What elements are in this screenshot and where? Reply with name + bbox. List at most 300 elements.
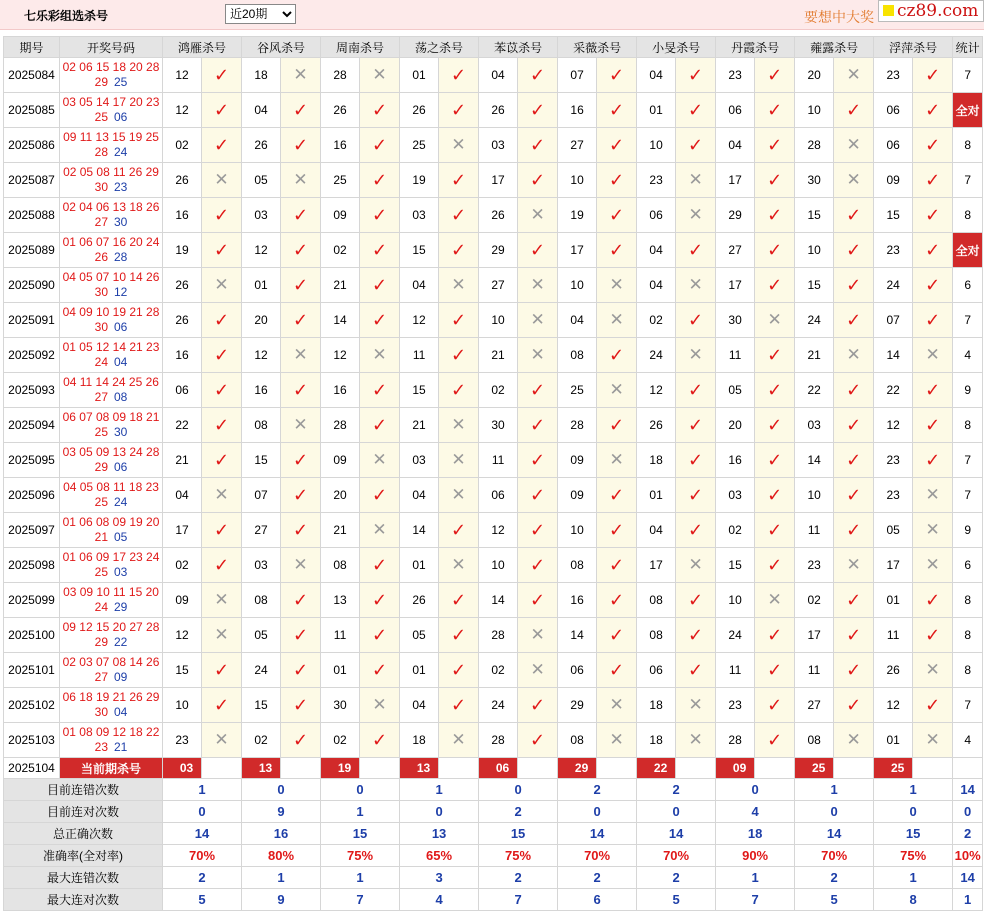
kill-number: 12 — [242, 233, 281, 268]
kill-number: 29 — [558, 688, 597, 723]
check-icon: ✓ — [439, 233, 479, 268]
draw-numbers-main: 03 05 14 17 20 23 — [62, 95, 160, 109]
draw-number: 26 — [94, 250, 108, 264]
check-icon: ✓ — [518, 93, 558, 128]
check-icon: ✓ — [281, 513, 321, 548]
check-icon: ✓ — [202, 128, 242, 163]
check-icon: ✓ — [360, 163, 400, 198]
kill-number: 26 — [163, 268, 202, 303]
kill-number: 10 — [637, 128, 676, 163]
cross-icon: ✕ — [755, 303, 795, 338]
kill-number: 18 — [637, 688, 676, 723]
check-icon: ✓ — [281, 198, 321, 233]
draw-number: 21 — [94, 530, 108, 544]
check-icon: ✓ — [597, 513, 637, 548]
col-expert: 采薇杀号 — [558, 37, 637, 58]
draw-numbers-main: 04 05 07 10 14 26 — [62, 270, 160, 284]
kill-number: 26 — [637, 408, 676, 443]
current-kill-number: 13 — [400, 758, 439, 779]
kill-number: 02 — [716, 513, 755, 548]
summary-value: 2 — [795, 867, 874, 889]
kill-number: 03 — [479, 128, 518, 163]
issue-number: 2025101 — [4, 653, 60, 688]
summary-value: 5 — [163, 889, 242, 911]
kill-number: 08 — [795, 723, 834, 758]
summary-stat: 10% — [953, 845, 983, 867]
row-stat: 8 — [953, 128, 983, 163]
summary-value: 9 — [242, 889, 321, 911]
slogan-text: 要想中大奖 — [804, 9, 874, 25]
check-icon: ✓ — [834, 513, 874, 548]
check-icon: ✓ — [360, 408, 400, 443]
kill-number: 30 — [795, 163, 834, 198]
summary-value: 1 — [874, 779, 953, 801]
col-expert: 小旻杀号 — [637, 37, 716, 58]
cross-icon: ✕ — [834, 548, 874, 583]
special-number: 06 — [114, 460, 128, 474]
kill-number: 10 — [163, 688, 202, 723]
kill-number: 01 — [874, 583, 913, 618]
kill-number: 24 — [874, 268, 913, 303]
kill-number: 04 — [637, 233, 676, 268]
summary-value: 0 — [795, 801, 874, 823]
special-number: 05 — [114, 530, 128, 544]
kill-number: 02 — [479, 653, 518, 688]
check-icon: ✓ — [676, 93, 716, 128]
special-number: 04 — [114, 705, 128, 719]
kill-number: 24 — [479, 688, 518, 723]
summary-value: 1 — [874, 867, 953, 889]
cross-icon: ✕ — [202, 723, 242, 758]
summary-value: 9 — [242, 801, 321, 823]
current-kill-number: 09 — [716, 758, 755, 779]
check-icon: ✓ — [755, 513, 795, 548]
summary-value: 1 — [242, 867, 321, 889]
draw-numbers — [60, 443, 163, 478]
check-icon: ✓ — [518, 513, 558, 548]
issue-number: 2025094 — [4, 408, 60, 443]
check-icon: ✓ — [518, 373, 558, 408]
kill-number: 26 — [321, 93, 360, 128]
check-icon: ✓ — [913, 128, 953, 163]
site-watermark — [878, 0, 984, 22]
check-icon: ✓ — [597, 408, 637, 443]
draw-numbers — [60, 233, 163, 268]
kill-number: 08 — [558, 338, 597, 373]
summary-value: 16 — [242, 823, 321, 845]
kill-number: 03 — [795, 408, 834, 443]
check-icon: ✓ — [202, 548, 242, 583]
summary-value: 0 — [400, 801, 479, 823]
summary-label: 目前连对次数 — [4, 801, 163, 823]
summary-value: 2 — [558, 779, 637, 801]
summary-label: 准确率(全对率) — [4, 845, 163, 867]
table-row — [4, 548, 983, 583]
kill-number: 11 — [795, 513, 834, 548]
kill-number: 12 — [163, 618, 202, 653]
kill-number: 24 — [716, 618, 755, 653]
kill-number: 12 — [321, 338, 360, 373]
draw-numbers-line2 — [60, 670, 162, 685]
draw-numbers-line2 — [60, 705, 162, 720]
draw-numbers-line2 — [60, 145, 162, 160]
check-icon: ✓ — [202, 58, 242, 93]
draw-numbers-line2 — [60, 460, 162, 475]
kill-number: 26 — [479, 93, 518, 128]
kill-number: 10 — [558, 268, 597, 303]
table-row — [4, 58, 983, 93]
check-icon: ✓ — [281, 688, 321, 723]
draw-numbers-line2 — [60, 530, 162, 545]
kill-number: 04 — [400, 478, 439, 513]
check-icon: ✓ — [913, 373, 953, 408]
kill-number: 23 — [874, 233, 913, 268]
cross-icon: ✕ — [834, 163, 874, 198]
check-icon: ✓ — [755, 688, 795, 723]
kill-number: 26 — [400, 93, 439, 128]
draw-numbers-line2 — [60, 110, 162, 125]
all-correct-badge: 全对 — [953, 233, 983, 268]
row-stat: 7 — [953, 58, 983, 93]
cross-icon: ✕ — [676, 688, 716, 723]
kill-number: 04 — [558, 303, 597, 338]
kill-number: 04 — [400, 268, 439, 303]
current-kill-number: 25 — [874, 758, 913, 779]
check-icon: ✓ — [834, 233, 874, 268]
draw-numbers — [60, 128, 163, 163]
kill-number: 04 — [637, 58, 676, 93]
cross-icon: ✕ — [913, 338, 953, 373]
check-icon: ✓ — [913, 198, 953, 233]
check-icon: ✓ — [281, 233, 321, 268]
kill-number: 22 — [874, 373, 913, 408]
cross-icon: ✕ — [518, 653, 558, 688]
kill-number: 11 — [321, 618, 360, 653]
col-expert: 丹霞杀号 — [716, 37, 795, 58]
check-icon: ✓ — [439, 58, 479, 93]
kill-number: 26 — [163, 163, 202, 198]
check-icon: ✓ — [360, 93, 400, 128]
kill-number: 25 — [558, 373, 597, 408]
check-icon: ✓ — [202, 338, 242, 373]
cross-icon: ✕ — [281, 548, 321, 583]
kill-number: 04 — [637, 268, 676, 303]
cross-icon: ✕ — [518, 268, 558, 303]
table-row — [4, 618, 983, 653]
summary-value: 1 — [321, 867, 400, 889]
kill-number: 15 — [874, 198, 913, 233]
summary-value: 5 — [795, 889, 874, 911]
kill-number: 26 — [874, 653, 913, 688]
row-stat: 8 — [953, 198, 983, 233]
summary-row — [4, 779, 983, 801]
row-stat: 7 — [953, 688, 983, 723]
kill-number: 15 — [795, 198, 834, 233]
kill-number: 06 — [479, 478, 518, 513]
kill-number: 28 — [716, 723, 755, 758]
empty-cell — [755, 758, 795, 779]
summary-value: 0 — [479, 779, 558, 801]
draw-numbers-main: 06 07 08 09 18 21 — [62, 410, 160, 424]
draw-numbers — [60, 723, 163, 758]
kill-number: 27 — [479, 268, 518, 303]
kill-number: 29 — [479, 233, 518, 268]
draw-numbers-main: 01 05 12 14 21 23 — [62, 340, 160, 354]
check-icon: ✓ — [597, 93, 637, 128]
draw-numbers — [60, 478, 163, 513]
check-icon: ✓ — [913, 408, 953, 443]
draw-numbers — [60, 583, 163, 618]
table-row — [4, 268, 983, 303]
check-icon: ✓ — [360, 583, 400, 618]
check-icon: ✓ — [834, 93, 874, 128]
kill-number: 23 — [716, 58, 755, 93]
table-row — [4, 723, 983, 758]
check-icon: ✓ — [439, 198, 479, 233]
special-number: 04 — [114, 355, 128, 369]
check-icon: ✓ — [755, 93, 795, 128]
check-icon: ✓ — [676, 583, 716, 618]
summary-value: 65% — [400, 845, 479, 867]
row-stat: 9 — [953, 373, 983, 408]
issue-number: 2025091 — [4, 303, 60, 338]
kill-number: 08 — [637, 583, 676, 618]
draw-numbers — [60, 653, 163, 688]
check-icon: ✓ — [360, 233, 400, 268]
kill-number: 10 — [479, 548, 518, 583]
check-icon: ✓ — [597, 618, 637, 653]
kill-number: 08 — [558, 723, 597, 758]
summary-value: 13 — [400, 823, 479, 845]
check-icon: ✓ — [518, 723, 558, 758]
kill-number: 12 — [479, 513, 518, 548]
col-expert: 鸿雁杀号 — [163, 37, 242, 58]
draw-number: 30 — [94, 705, 108, 719]
row-stat: 6 — [953, 548, 983, 583]
check-icon: ✓ — [913, 268, 953, 303]
check-icon: ✓ — [281, 93, 321, 128]
kill-number: 10 — [479, 303, 518, 338]
current-kill-number: 25 — [795, 758, 834, 779]
summary-label: 最大连错次数 — [4, 867, 163, 889]
row-stat: 8 — [953, 618, 983, 653]
check-icon: ✓ — [439, 513, 479, 548]
kill-number: 15 — [716, 548, 755, 583]
draw-number: 25 — [94, 110, 108, 124]
kill-number: 10 — [795, 233, 834, 268]
cross-icon: ✕ — [676, 723, 716, 758]
kill-number: 19 — [400, 163, 439, 198]
draw-numbers — [60, 58, 163, 93]
cross-icon: ✕ — [913, 653, 953, 688]
draw-numbers — [60, 303, 163, 338]
kill-number: 23 — [795, 548, 834, 583]
issue-number: 2025088 — [4, 198, 60, 233]
col-issue: 期号 — [4, 37, 60, 58]
kill-number: 02 — [637, 303, 676, 338]
draw-numbers-main: 02 04 06 13 18 26 — [62, 200, 160, 214]
kill-number: 24 — [795, 303, 834, 338]
check-icon: ✓ — [834, 583, 874, 618]
kill-number: 05 — [242, 163, 281, 198]
check-icon: ✓ — [834, 688, 874, 723]
kill-number: 08 — [558, 548, 597, 583]
kill-number: 17 — [637, 548, 676, 583]
kill-number: 15 — [795, 268, 834, 303]
summary-value: 2 — [163, 867, 242, 889]
summary-value: 7 — [321, 889, 400, 911]
kill-number: 01 — [637, 478, 676, 513]
check-icon: ✓ — [755, 618, 795, 653]
summary-value: 70% — [558, 845, 637, 867]
draw-number: 24 — [94, 600, 108, 614]
check-icon: ✓ — [755, 198, 795, 233]
issue-number: 2025093 — [4, 373, 60, 408]
period-select[interactable] — [225, 4, 296, 24]
summary-value: 75% — [321, 845, 400, 867]
kill-number: 10 — [795, 478, 834, 513]
kill-number: 14 — [321, 303, 360, 338]
cross-icon: ✕ — [439, 443, 479, 478]
cross-icon: ✕ — [518, 338, 558, 373]
cross-icon: ✕ — [281, 58, 321, 93]
check-icon: ✓ — [360, 723, 400, 758]
check-icon: ✓ — [913, 303, 953, 338]
check-icon: ✓ — [597, 163, 637, 198]
logo-square-icon — [883, 5, 894, 16]
kill-number: 28 — [479, 723, 518, 758]
check-icon: ✓ — [755, 268, 795, 303]
kill-number: 09 — [558, 443, 597, 478]
kill-number: 17 — [479, 163, 518, 198]
kill-number: 26 — [400, 583, 439, 618]
check-icon: ✓ — [755, 653, 795, 688]
empty-cell — [439, 758, 479, 779]
draw-numbers — [60, 268, 163, 303]
draw-number: 29 — [94, 635, 108, 649]
special-number: 29 — [114, 600, 128, 614]
check-icon: ✓ — [360, 198, 400, 233]
kill-number: 05 — [716, 373, 755, 408]
check-icon: ✓ — [439, 653, 479, 688]
col-expert: 蕹露杀号 — [795, 37, 874, 58]
kill-number: 07 — [874, 303, 913, 338]
draw-numbers-main: 03 05 09 13 24 28 — [62, 445, 160, 459]
kill-number: 12 — [163, 93, 202, 128]
kill-number: 14 — [558, 618, 597, 653]
cross-icon: ✕ — [597, 688, 637, 723]
kill-number: 01 — [400, 653, 439, 688]
kill-number: 23 — [874, 58, 913, 93]
empty-cell — [834, 758, 874, 779]
draw-number: 25 — [94, 425, 108, 439]
draw-number: 27 — [94, 215, 108, 229]
summary-value: 15 — [479, 823, 558, 845]
kill-number: 03 — [716, 478, 755, 513]
kill-number: 23 — [874, 478, 913, 513]
cross-icon: ✕ — [913, 478, 953, 513]
kill-number: 11 — [874, 618, 913, 653]
kill-number: 25 — [321, 163, 360, 198]
kill-number: 20 — [321, 478, 360, 513]
col-expert: 苯苡杀号 — [479, 37, 558, 58]
kill-number: 11 — [795, 653, 834, 688]
check-icon: ✓ — [281, 373, 321, 408]
summary-value: 75% — [479, 845, 558, 867]
summary-value: 15 — [874, 823, 953, 845]
draw-numbers-main: 02 06 15 18 20 28 — [62, 60, 160, 74]
summary-value: 14 — [795, 823, 874, 845]
issue-number: 2025087 — [4, 163, 60, 198]
kill-number: 09 — [874, 163, 913, 198]
draw-numbers-line2 — [60, 215, 162, 230]
summary-stat: 14 — [953, 779, 983, 801]
kill-number: 24 — [242, 653, 281, 688]
kill-number: 17 — [874, 548, 913, 583]
draw-numbers-line2 — [60, 285, 162, 300]
check-icon: ✓ — [913, 688, 953, 723]
cross-icon: ✕ — [202, 583, 242, 618]
kill-number: 23 — [637, 163, 676, 198]
draw-numbers-line2 — [60, 635, 162, 650]
cross-icon: ✕ — [439, 723, 479, 758]
check-icon: ✓ — [202, 303, 242, 338]
row-stat: 7 — [953, 443, 983, 478]
kill-number: 30 — [479, 408, 518, 443]
draw-number: 29 — [94, 75, 108, 89]
kill-number: 12 — [163, 58, 202, 93]
check-icon: ✓ — [676, 408, 716, 443]
draw-number: 23 — [94, 740, 108, 754]
kill-number: 08 — [242, 408, 281, 443]
draw-numbers-main: 04 11 14 24 25 26 — [63, 375, 159, 389]
table-row — [4, 128, 983, 163]
kill-number: 25 — [400, 128, 439, 163]
kill-number: 06 — [716, 93, 755, 128]
issue-number: 2025096 — [4, 478, 60, 513]
issue-number: 2025092 — [4, 338, 60, 373]
draw-numbers-line2 — [60, 75, 162, 90]
special-number: 12 — [114, 285, 128, 299]
kill-number: 04 — [716, 128, 755, 163]
table-row — [4, 653, 983, 688]
summary-value: 1 — [163, 779, 242, 801]
issue-number: 2025086 — [4, 128, 60, 163]
row-stat: 7 — [953, 478, 983, 513]
cross-icon: ✕ — [676, 338, 716, 373]
issue-number: 2025102 — [4, 688, 60, 723]
empty-cell — [953, 758, 983, 779]
check-icon: ✓ — [676, 478, 716, 513]
check-icon: ✓ — [755, 373, 795, 408]
draw-numbers-main: 09 11 13 15 19 25 — [63, 130, 159, 144]
kill-number: 27 — [558, 128, 597, 163]
issue-number: 2025090 — [4, 268, 60, 303]
kill-number: 14 — [479, 583, 518, 618]
kill-number: 18 — [637, 443, 676, 478]
check-icon: ✓ — [281, 268, 321, 303]
cross-icon: ✕ — [360, 688, 400, 723]
kill-number: 10 — [716, 583, 755, 618]
cross-icon: ✕ — [281, 163, 321, 198]
kill-number: 17 — [163, 513, 202, 548]
check-icon: ✓ — [360, 268, 400, 303]
table-row — [4, 373, 983, 408]
row-stat: 4 — [953, 338, 983, 373]
summary-value: 0 — [558, 801, 637, 823]
kill-number: 12 — [874, 408, 913, 443]
summary-value: 5 — [637, 889, 716, 911]
